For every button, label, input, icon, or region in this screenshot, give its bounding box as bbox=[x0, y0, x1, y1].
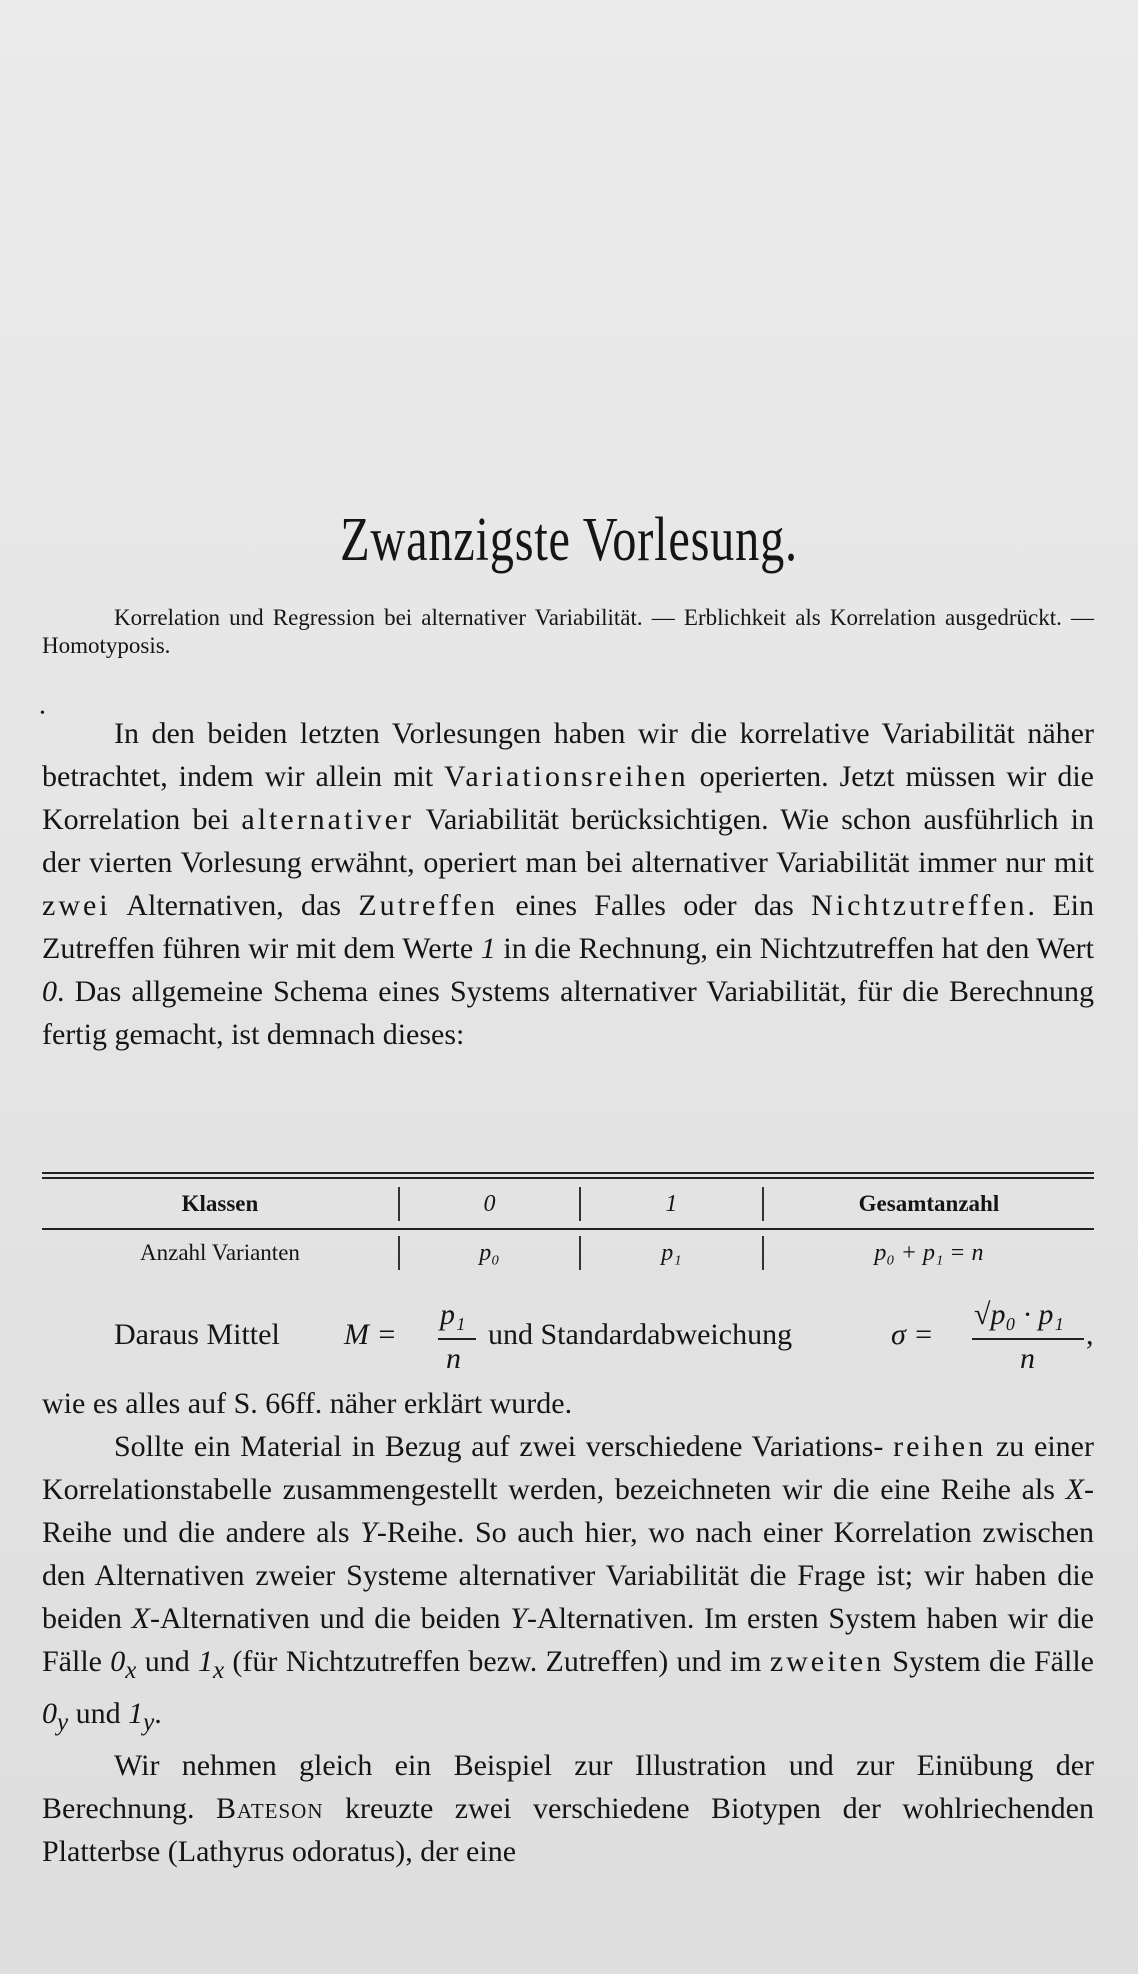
formula-mean-numerator: p₁ bbox=[440, 1298, 466, 1331]
cell-p1: p₁ bbox=[579, 1236, 762, 1270]
margin-mark: • bbox=[40, 706, 45, 721]
formula-sigma-denominator: n bbox=[1020, 1342, 1035, 1375]
fraction-bar-sigma bbox=[972, 1338, 1084, 1340]
formula-comma: , bbox=[1086, 1318, 1094, 1351]
row-label: Anzahl Varianten bbox=[140, 1240, 300, 1265]
paragraph-correlation: Sollte ein Material in Bezug auf zwei verschiedene Variations- reihen zu einer Korrelationstabelle zusammengestellt werden, bezeichneten wir die eine Reihe als X-Reihe und die andere als Y-Reihe. So auch hier, wo nach einer Korrelation zwischen den Alternativen zweier Systeme alternativer Variabilität die Frage ist; wir haben die beiden X-Alternativen und die beiden Y-Alternativen. Im ersten System haben wir die Fälle $0_x$ und $1_x$ (für Nichtzutreffen bezw. Zutreffen) und im zweiten System die Fälle $0_y$ und $1_y$. bbox=[42, 1430, 1095, 1736]
formula-mean-symbol: M = bbox=[344, 1318, 397, 1351]
header-klassen: Klassen bbox=[181, 1190, 259, 1216]
fraction-bar-mean bbox=[438, 1338, 476, 1340]
header-gesamtanzahl: Gesamtanzahl bbox=[762, 1187, 1094, 1221]
formula-mean-denominator: n bbox=[446, 1342, 461, 1375]
paragraph-example: Wir nehmen gleich ein Beispiel zur Illustration und zur Einübung der Berechnung. Bateson kreuzte zwei verschiedene Biotypen der wohlriechenden Platterbse (Lathyrus odoratus), der eine bbox=[42, 1749, 1094, 1868]
cell-p0: p₀ bbox=[398, 1236, 579, 1270]
paragraph-continuation bbox=[42, 1382, 1094, 1873]
table-header-row bbox=[42, 1179, 1094, 1228]
chapter-title: Zwanzigste Vorlesung. bbox=[340, 506, 798, 574]
paragraph-intro: In den beiden letzten Vorlesungen haben wir die korrelative Variabilität näher betrachtet, indem wir allein mit Variationsreihen operierten. Jetzt müssen wir die Korrelation bei alternativer Variabilität berücksichtigen. Wie schon ausführlich in der vierten Vorlesung erwähnt, operiert man bei alternativer Variabilität immer nur mit zwei Alternativen, das Zutreffen eines Falles oder das Nichtzutreffen. Ein Zutreffen führen wir mit dem Werte 1 in die Rechnung, ein Nichtzutreffen hat den Wert 0. Das allgemeine Schema eines Systems alternativer Variabilität, für die Berechnung fertig gemacht, ist demnach dieses: bbox=[42, 717, 1095, 1051]
alternatives-table bbox=[42, 1172, 1094, 1276]
formula-mid-text: und Standardabweichung bbox=[488, 1318, 793, 1351]
formula-lead: Daraus Mittel bbox=[114, 1318, 280, 1351]
cell-total: p₀ + p₁ = n bbox=[762, 1236, 1094, 1270]
reference-line: wie es alles auf S. 66ff. näher erklärt wurde. bbox=[42, 1387, 573, 1420]
table-row bbox=[42, 1230, 1094, 1276]
formula-sigma-numerator: √p₀ · p₁ bbox=[974, 1298, 1064, 1331]
chapter-summary: Korrelation und Regression bei alternativer Variabilität. — Erblichkeit als Korrelation ausgedrückt. — Homotyposis. bbox=[42, 605, 1094, 658]
header-zero: 0 bbox=[398, 1187, 579, 1221]
table-top-rule bbox=[42, 1172, 1094, 1179]
header-one: 1 bbox=[579, 1187, 762, 1221]
formula-sigma-symbol: σ = bbox=[891, 1318, 934, 1351]
formula-line bbox=[42, 1298, 1094, 1384]
